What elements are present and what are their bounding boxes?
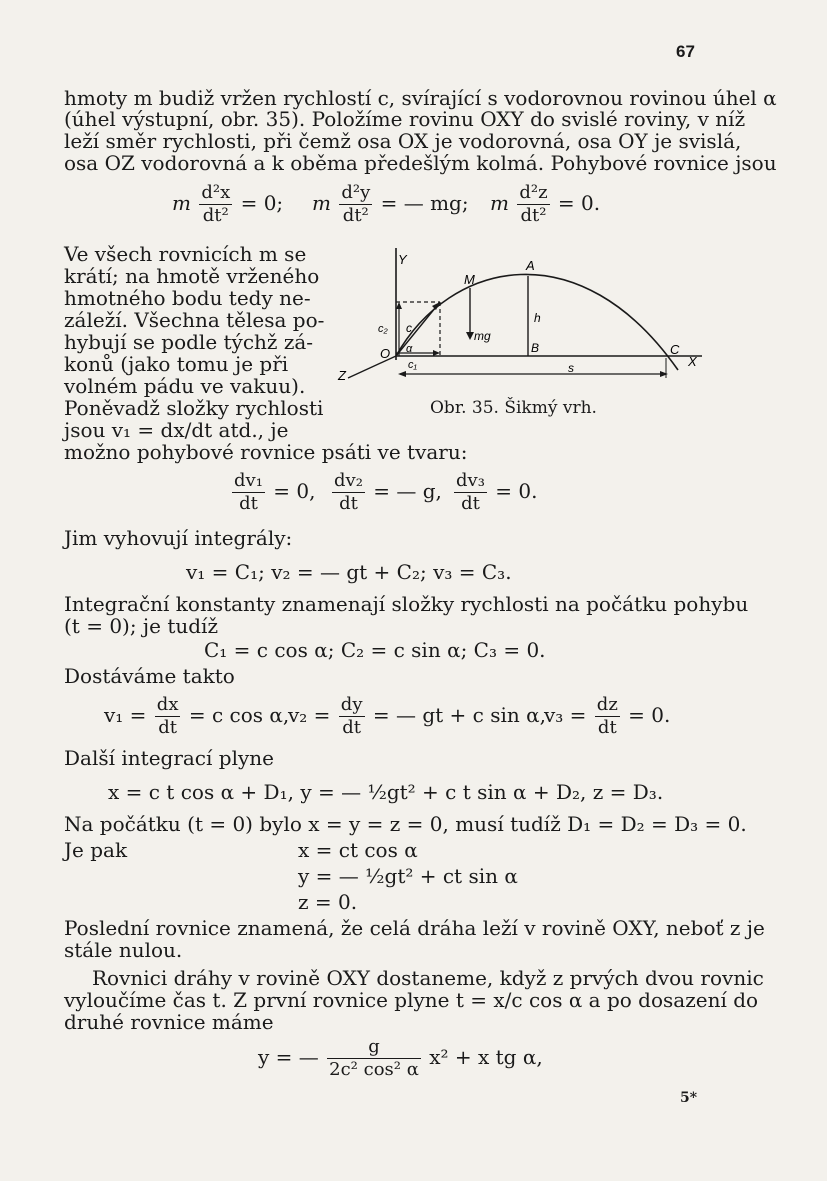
frac-num: d²x [201, 182, 231, 203]
equation-final-z: z = 0. [298, 890, 358, 914]
label-x: X [688, 354, 697, 369]
equation-final-x: x = ct cos α [298, 838, 418, 862]
equation-v1: v₁ = $\frac{dx}{dt}$ = c cos α, [104, 694, 290, 738]
label-mg: mg [474, 329, 491, 343]
label-c1: c₁ [408, 359, 417, 371]
p1-line-1: hmoty m budiž vržen rychlostí c, svírající s vodorovnou rovinou úhel α [64, 86, 777, 110]
signature-mark: 5* [680, 1090, 698, 1106]
label-o: O [380, 346, 391, 361]
equation-constants: C₁ = c cos α; C₂ = c sin α; C₃ = 0. [204, 638, 546, 662]
p2-line-4: záleží. Všechna tělesa po- [64, 308, 325, 332]
label-c2: c₂ [378, 323, 388, 335]
label-alpha: α [406, 343, 413, 355]
p2-line-1: Ve všech rovnicích m se [64, 242, 307, 266]
p5: Dostáváme takto [64, 664, 235, 688]
label-h: h [534, 311, 541, 325]
equation-v3: v₃ = $\frac{dz}{dt}$ = 0. [544, 694, 671, 738]
equation-motion-y: m $\frac{\text{d²y}}{\text{dt²}}$ = — mg; [312, 182, 469, 226]
p2-line-9: jsou v₁ = dx/dt atd., je [64, 418, 289, 442]
equation-v2: v₂ = $\frac{dy}{dt}$ = — gt + c sin α, [288, 694, 546, 738]
p2-line-2: krátí; na hmotě vrženého [64, 264, 320, 288]
p8: Je pak [64, 838, 128, 862]
p10-line-1: Rovnici dráhy v rovině OXY dostaneme, když z prvých dvou rovnic [92, 966, 764, 990]
equation-positions: x = c t cos α + D₁, y = — ½gt² + c t sin α + D₂, z = D₃. [108, 780, 664, 804]
p6: Další integrací plyne [64, 746, 274, 770]
p10-line-3: druhé rovnice máme [64, 1010, 274, 1034]
label-a: A [526, 258, 535, 273]
p7: Na počátku (t = 0) bylo x = y = z = 0, musí tudíž D₁ = D₂ = D₃ = 0. [64, 812, 747, 836]
p1-line-2: (úhel výstupní, obr. 35). Položíme rovinu OXY do svislé roviny, v níž [64, 107, 746, 131]
p1-line-3: leží směr rychlosti, při čemž osa OX je vodorovná, osa OY je svislá, [64, 129, 742, 153]
p9-line-1: Poslední rovnice znamená, že celá dráha leží v rovině OXY, neboť z je [64, 916, 765, 940]
p2-line-6: konů (jako tomu je při [64, 352, 289, 376]
label-b: B [531, 341, 540, 355]
p2-line-7: volném pádu ve vakuu). [64, 374, 306, 398]
p2-line-8: Poněvadž složky rychlosti [64, 396, 324, 420]
p2-line-10: možno pohybové rovnice psáti ve tvaru: [64, 440, 468, 464]
velocity-vector [396, 302, 440, 356]
p4-line-2: (t = 0); je tudíž [64, 614, 218, 638]
p4-line-1: Integrační konstanty znamenají složky rychlosti na počátku pohybu [64, 592, 749, 616]
projectile-figure [330, 240, 710, 400]
equation-dv1: $\frac{\text{dv₁}}{dt}$ = 0, [234, 470, 316, 514]
equation-motion-z: m $\frac{\text{d²z}}{\text{dt²}}$ = 0. [490, 182, 601, 226]
p3: Jim vyhovují integrály: [64, 526, 293, 550]
label-c-velocity: c [406, 321, 412, 335]
equation-trajectory: y = — $\frac{g}{\text{2c² cos² α}}$ x² + x tg α, [258, 1036, 543, 1080]
equation-motion-x: m $\frac{\text{d²x}}{\text{dt²}}$ = 0; [172, 182, 284, 226]
equation-final-y: y = — ½gt² + ct sin α [298, 864, 518, 888]
label-z: Z [338, 368, 346, 383]
equation-integrals: v₁ = C₁; v₂ = — gt + C₂; v₃ = C₃. [186, 560, 512, 584]
p2-line-5: hybují se podle týchž zá- [64, 330, 314, 354]
p10-line-2: vyloučíme čas t. Z první rovnice plyne t = x/c cos α a po dosazení do [64, 988, 759, 1012]
frac-den: dt² [202, 205, 229, 226]
page-number: 67 [676, 42, 695, 61]
p2-line-3: hmotného bodu tedy ne- [64, 286, 311, 310]
label-m-point: M [464, 272, 475, 287]
label-s: s [568, 361, 574, 375]
label-y: Y [398, 252, 407, 267]
p1-line-4: osa OZ vodorovná a k oběma předešlým kolmá. Pohybové rovnice jsou [64, 151, 777, 175]
p9-line-2: stále nulou. [64, 938, 183, 962]
figure-caption: Obr. 35. Šikmý vrh. [430, 398, 597, 418]
equation-dv3: $\frac{\text{dv₃}}{dt}$ = 0. [456, 470, 538, 514]
equation-dv2: $\frac{\text{dv₂}}{dt}$ = — g, [334, 470, 442, 514]
label-c-point: C [670, 342, 680, 357]
